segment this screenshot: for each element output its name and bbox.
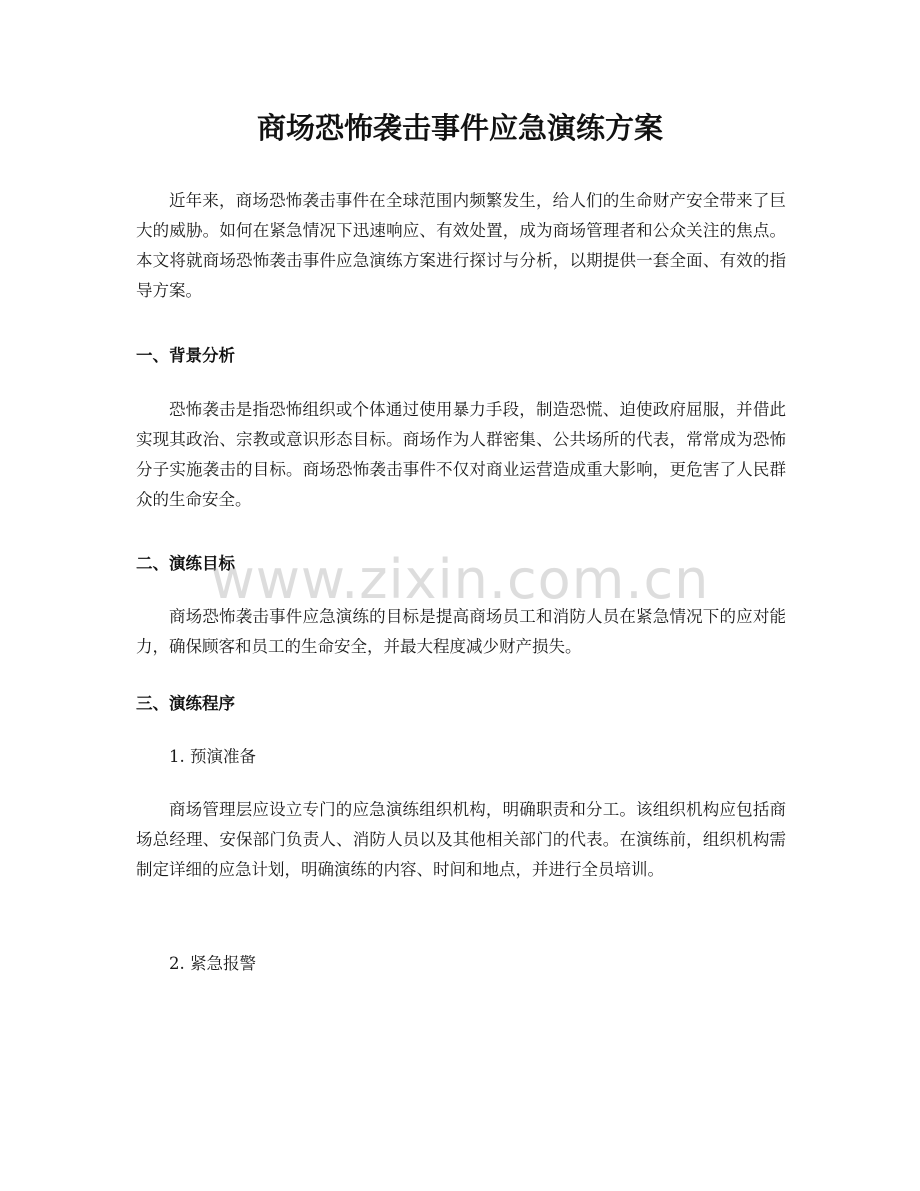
subsection-body-preparation: 商场管理层应设立专门的应急演练组织机构，明确职责和分工。该组织机构应包括商场总经理、安保部门负责人、消防人员以及其他相关部门的代表。在演练前，组织机构需制定详细的应急计划，明确演练的内容、时间和地点，并进行全员培训。: [136, 800, 786, 879]
section-heading-background: 一、背景分析: [136, 346, 235, 365]
section-body-background: 恐怖袭击是指恐怖组织或个体通过使用暴力手段，制造恐慌、迫使政府屈服，并借此实现其政治、宗教或意识形态目标。商场作为人群密集、公共场所的代表，常常成为恐怖分子实施袭击的目标。商场恐怖袭击事件不仅对商业运营造成重大影响，更危害了人民群众的生命安全。: [136, 400, 786, 509]
subsection-heading-preparation: 1. 预演准备: [169, 747, 256, 766]
subsection-heading-alarm: 2. 紧急报警: [169, 954, 256, 973]
intro-paragraph: 近年来，商场恐怖袭击事件在全球范围内频繁发生，给人们的生命财产安全带来了巨大的威胁。如何在紧急情况下迅速响应、有效处置，成为商场管理者和公众关注的焦点。本文将就商场恐怖袭击事件应急演练方案进行探讨与分析，以期提供一套全面、有效的指导方案。: [136, 191, 786, 300]
watermark: www.zixin.com.cn: [210, 548, 710, 611]
section-heading-goals: 二、演练目标: [136, 554, 235, 573]
section-heading-procedure: 三、演练程序: [136, 694, 235, 713]
document-title: 商场恐怖袭击事件应急演练方案: [256, 111, 663, 145]
section-body-goals: 商场恐怖袭击事件应急演练的目标是提高商场员工和消防人员在紧急情况下的应对能力，确保顾客和员工的生命安全，并最大程度减少财产损失。: [136, 607, 786, 656]
